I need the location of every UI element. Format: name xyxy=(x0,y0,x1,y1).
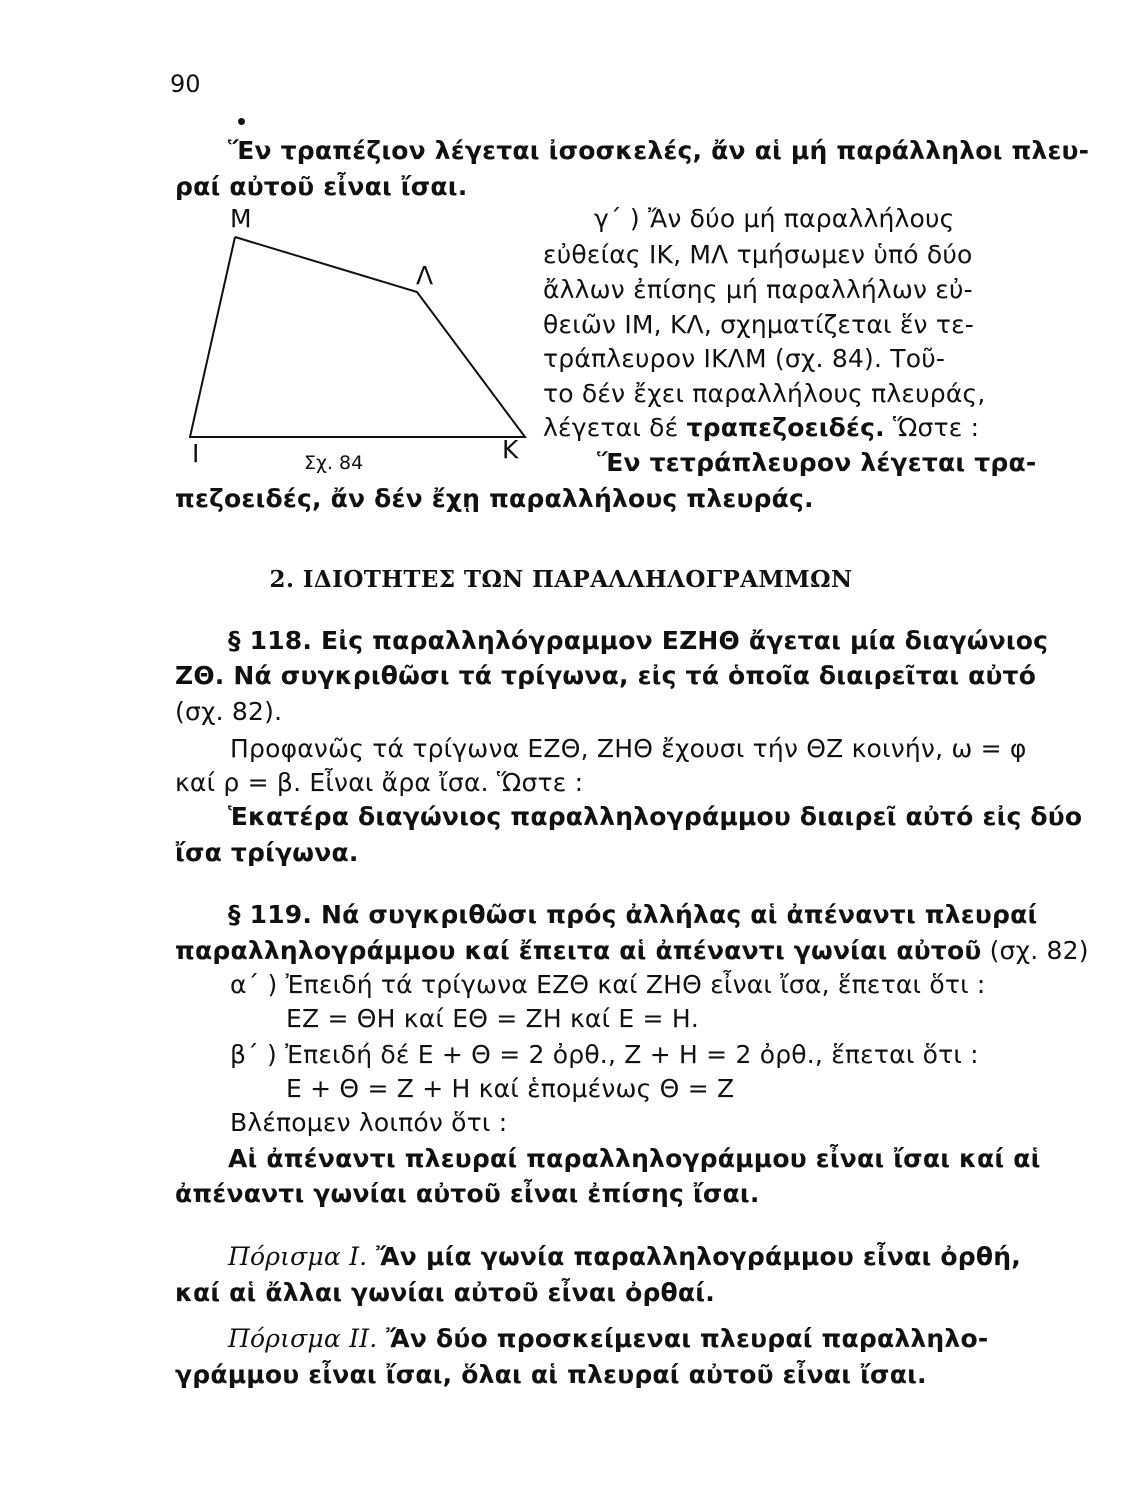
p119-line-7: Βλέπομεν λοιπόν ὅτι : xyxy=(230,1108,508,1137)
porisma-1-line-1 xyxy=(228,1240,1021,1274)
gamma-line-7 xyxy=(543,411,979,445)
vertex-l-label: Λ xyxy=(416,261,434,290)
porisma-2-line-1 xyxy=(228,1322,988,1356)
gamma-line-1: γ΄ ) Ἄν δύο μή παραλλήλους xyxy=(594,204,955,233)
porisma-1-label: Πόρισμα Ι. xyxy=(228,1242,368,1271)
intro-line-1: Ἕν τραπέζιον λέγεται ἰσοσκελές, ἄν αἱ μή παράλληλοι πλευ- xyxy=(228,136,1090,165)
porisma-2-label: Πόρισμα ΙΙ. xyxy=(228,1324,378,1353)
p118-line-7: ἴσα τρίγωνα. xyxy=(175,838,359,867)
trapezoid-diagram xyxy=(180,200,540,490)
porisma-1-line-2: καί αἱ ἄλλαι γωνίαι αὐτοῦ εἶναι ὀρθαί. xyxy=(175,1278,715,1307)
p119-line-2-ref: (σχ. 82) xyxy=(981,936,1089,965)
porisma-2-line-2: γράμμου εἶναι ἴσαι, ὅλαι αἱ πλευραί αὐτοῦ εἶναι ἴσαι. xyxy=(175,1360,927,1389)
term-trapezoeides: τραπεζοειδές. xyxy=(686,413,885,442)
p119-line-2 xyxy=(175,934,1089,968)
section-heading: 2. ΙΔΙΟΤΗΤΕΣ ΤΩΝ ΠΑΡΑΛΛΗΛΟΓΡΑΜΜΩΝ xyxy=(269,566,853,593)
p119-line-9: ἀπέναντι γωνίαι αὐτοῦ εἶναι ἐπίσης ἴσαι. xyxy=(175,1179,760,1208)
p118-line-1: § 118. Εἰς παραλληλόγραμμον ΕΖΗΘ ἄγεται μία διαγώνιος xyxy=(228,626,1049,655)
gamma-line-3: ἄλλων ἐπίσης μή παραλλήλων εὐ- xyxy=(543,275,973,304)
p118-line-2: ΖΘ. Νά συγκριθῶσι τά τρίγωνα, εἰς τά ὁποῖα διαιρεῖται αὐτό xyxy=(175,661,1037,690)
gamma-line-9: πεζοειδές, ἄν δέν ἔχῃ παραλλήλους πλευράς. xyxy=(175,484,814,513)
p118-line-5: καί ρ = β. Εἶναι ἄρα ἴσα. Ὥστε : xyxy=(175,768,584,797)
vertex-m-label: Μ xyxy=(230,204,252,233)
gamma-line-8: Ἕν τετράπλευρον λέγεται τρα- xyxy=(597,448,1037,477)
p119-line-5: β΄ ) Ἐπειδή δέ Ε + Θ = 2 ὀρθ., Ζ + Η = 2 ὀρθ., ἕπεται ὅτι : xyxy=(230,1040,979,1069)
p119-line-3: α΄ ) Ἐπειδή τά τρίγωνα ΕΖΘ καί ΖΗΘ εἶναι ἴσα, ἕπεται ὅτι : xyxy=(230,970,986,999)
gamma-line-7-c: Ὥστε : xyxy=(884,413,980,442)
p119-line-4: ΕΖ = ΘΗ καί ΕΘ = ΖΗ καί Ε = Η. xyxy=(286,1004,699,1033)
figure-84 xyxy=(180,200,540,490)
vertex-i-label: Ι xyxy=(192,439,200,468)
gamma-line-6: το δέν ἔχει παραλλήλους πλευράς, xyxy=(543,379,986,408)
p119-line-2-bold: παραλληλογράμμου καί ἔπειτα αἱ ἀπέναντι γωνίαι αὐτοῦ xyxy=(175,936,982,965)
figure-caption: Σχ. 84 xyxy=(304,452,364,474)
page-number: 90 xyxy=(170,70,201,98)
porisma-1-text: Ἄν μία γωνία παραλληλογράμμου εἶναι ὀρθή, xyxy=(367,1242,1021,1271)
gamma-line-7-a: λέγεται δέ xyxy=(543,413,687,442)
p119-line-1: § 119. Νά συγκριθῶσι πρός ἀλλήλας αἱ ἀπέναντι πλευραί xyxy=(228,900,1038,929)
stray-dot xyxy=(238,118,245,125)
quadrilateral-iklm xyxy=(190,237,525,437)
p118-line-3: (σχ. 82). xyxy=(175,697,283,726)
p118-line-6: Ἑκατέρα διαγώνιος παραλληλογράμμου διαιρεῖ αὐτό εἰς δύο xyxy=(228,802,1083,831)
p119-line-6: Ε + Θ = Ζ + Η καί ἑπομένως Θ = Ζ xyxy=(286,1074,735,1103)
intro-line-2: ραί αὐτοῦ εἶναι ἴσαι. xyxy=(175,172,468,201)
gamma-line-4: θειῶν ΙΜ, ΚΛ, σχηματίζεται ἕν τε- xyxy=(543,310,975,339)
porisma-2-text: Ἄν δύο προσκείμεναι πλευραί παραλληλο- xyxy=(377,1324,989,1353)
gamma-line-2: εὐθείας ΙΚ, ΜΛ τμήσωμεν ὑπό δύο xyxy=(543,240,973,269)
p119-line-8: Αἱ ἀπέναντι πλευραί παραλληλογράμμου εἶναι ἴσαι καί αἱ xyxy=(228,1144,1041,1173)
gamma-line-5: τράπλευρον ΙΚΛΜ (σχ. 84). Τοῦ- xyxy=(543,344,946,373)
p118-line-4: Προφανῶς τά τρίγωνα ΕΖΘ, ΖΗΘ ἔχουσι τήν ΘΖ κοινήν, ω = φ xyxy=(230,734,1027,763)
vertex-k-label: Κ xyxy=(502,435,519,464)
